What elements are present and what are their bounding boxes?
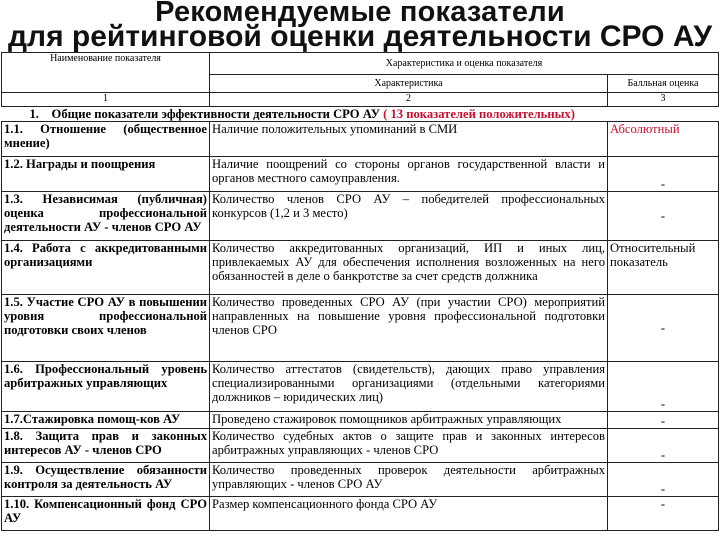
indicator-description: Наличие поощрений со стороны органов государственной власти и органов местного самоуправления.	[210, 157, 608, 192]
indicator-score: -	[608, 497, 719, 531]
indicator-score: -	[608, 463, 719, 497]
indicator-score: -	[608, 429, 719, 463]
table-row	[2, 412, 719, 429]
column-number-1: 1	[2, 93, 210, 107]
indicator-description: Размер компенсационного фонда СРО АУ	[210, 497, 608, 531]
indicator-description: Количество членов СРО АУ – победителей профессиональных конкурсов (1,2 и 3 место)	[210, 192, 608, 241]
section-note: ( 13 показателей положительных)	[383, 107, 575, 121]
section-title: Общие показатели эффективности деятельности СРО АУ	[51, 107, 380, 121]
indicator-name: 1.4. Работа с аккредитованными организациями	[2, 241, 210, 295]
table-row	[2, 497, 719, 531]
indicator-description: Количество судебных актов о защите прав и законных интересов арбитражных управляющих - членов СРО	[210, 429, 608, 463]
indicator-name: 1.8. Защита прав и законных интересов АУ - членов СРО	[2, 429, 210, 463]
indicator-name: 1.7.Стажировка помощ-ков АУ	[2, 412, 210, 429]
slide-title-line-1: Рекомендуемые показатели	[155, 0, 565, 28]
indicator-name: 1.5. Участие СРО АУ в повышении уровня профессиональной подготовки своих членов	[2, 295, 210, 362]
table-row	[2, 241, 719, 295]
table-row	[2, 192, 719, 241]
indicator-score: -	[608, 412, 719, 429]
indicator-name: 1.9. Осуществление обязанности контроля за деятельность АУ	[2, 463, 210, 497]
column-number-3: 3	[608, 93, 719, 107]
indicator-score: -	[608, 362, 719, 412]
indicator-name: 1.3. Независимая (публичная) оценка профессиональной деятельности АУ - членов СРО АУ	[2, 192, 210, 241]
indicator-score: -	[608, 192, 719, 241]
header-characteristic: Характеристика	[210, 75, 608, 93]
indicator-description: Количество аттестатов (свидетельств), дающих право управления специализированными организациями (отдельными категориями должников – юридических лиц)	[210, 362, 608, 412]
table-row	[2, 157, 719, 192]
table-row	[2, 362, 719, 412]
indicator-description: Количество проведенных проверок деятельности арбитражных управляющих - членов СРО АУ	[210, 463, 608, 497]
indicator-name: 1.10. Компенсационный фонд СРО АУ	[2, 497, 210, 531]
column-number-2: 2	[210, 93, 608, 107]
section-number: 1.	[29, 107, 39, 121]
indicator-description: Проведено стажировок помощников арбитражных управляющих	[210, 412, 608, 429]
indicator-score: -	[608, 157, 719, 192]
indicator-score: -	[608, 295, 719, 362]
table-row	[2, 429, 719, 463]
indicator-name: 1.2. Награды и поощрения	[2, 157, 210, 192]
table-row	[2, 295, 719, 362]
indicator-name: 1.1. Отношение (общественное мнение)	[2, 122, 210, 157]
indicator-name: 1.6. Профессиональный уровень арбитражных управляющих	[2, 362, 210, 412]
table-row	[2, 122, 719, 157]
indicator-score: Абсолютный	[608, 122, 719, 157]
header-characteristic-group: Характеристика и оценка показателя	[210, 53, 719, 75]
indicators-table	[1, 52, 719, 531]
header-indicator-name: Наименование показателя	[2, 53, 210, 93]
header-score: Балльная оценка	[608, 75, 719, 93]
indicator-description: Количество аккредитованных организаций, ИП и иных лиц, привлекаемых АУ для обеспечения исполнения возложенных на него обязанностей в деле о банкротстве за счет средств должника	[210, 241, 608, 295]
indicator-description: Количество проведенных СРО АУ (при участии СРО) мероприятий направленных на повышение уровня профессиональной подготовки членов СРО	[210, 295, 608, 362]
table-row	[2, 463, 719, 497]
slide-title-line-2: для рейтинговой оценки деятельности СРО АУ	[7, 20, 713, 53]
section-heading	[2, 107, 719, 122]
indicator-score: Относительный показатель	[608, 241, 719, 295]
indicator-description: Наличие положительных упоминаний в СМИ	[210, 122, 608, 157]
